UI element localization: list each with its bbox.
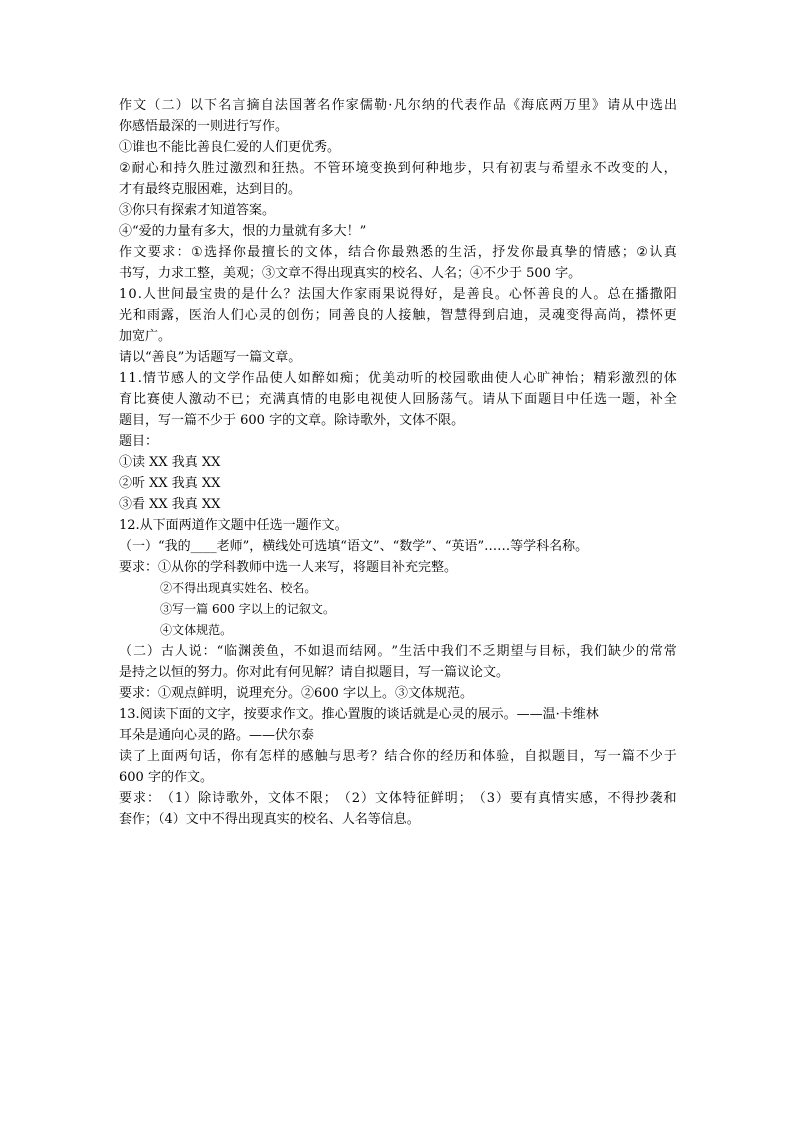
text-line: （一）“我的____老师”，横线处可选填“语文”、“数学”、“英语”……等学科名称。	[119, 539, 589, 554]
text-line: ③看 XX 我真 XX	[119, 497, 221, 512]
text-line: 13.阅读下面的文字，按要求作文。推心置腹的谈话就是心灵的展示。——温·卡维林	[119, 707, 599, 722]
text-line: 600 字的作文。	[119, 770, 213, 785]
text-line: 育 比 赛 使 人 激 动 不 已 ； 充 满 真 情 的 电 影 电 视 使 人 回 肠 荡 气 。 请 从 下 面 题 目 中 任 选 一 题 ， 补 全	[119, 392, 677, 407]
text-line: 读 了 上 面 两 句 话 ， 你 有 怎 样 的 感 触 与 思 考 ？ 结 合 你 的 经 历 和 体 验 ， 自 拟 题 目 ， 写 一 篇 不 少 于	[119, 749, 677, 764]
text-line: 加宽广。	[119, 329, 172, 344]
text-line: ④文体规范。	[160, 623, 233, 637]
text-line: 书写，力求工整，美观；③文章不得出现真实的校名、人名；④不少于 500 字。	[119, 266, 582, 281]
text-line: 12.从下面两道作文题中任选一题作文。	[119, 518, 348, 533]
text-line: 作 文 要 求 ： ① 选 择 你 最 擅 长 的 文 体 ， 结 合 你 最 熟 悉 的 生 活 ， 抒 发 你 最 真 挚 的 情 感 ； ② 认 真	[119, 245, 677, 260]
text-line: 才有最终克服困难，达到目的。	[119, 182, 302, 197]
text-line: 题目，写一篇不少于 600 字的文章。除诗歌外，文体不限。	[119, 413, 465, 428]
text-line: ②听 XX 我真 XX	[119, 476, 221, 491]
text-line: ② 耐 心 和 持 久 胜 过 激 烈 和 狂 热 。 不 管 环 境 变 换 到 何 种 地 步 ， 只 有 初 衷 与 希 望 永 不 改 变 的 人 ，	[119, 161, 677, 176]
text-line: ①读 XX 我真 XX	[119, 455, 221, 470]
text-line: 是持之以恒的努力。你对此有何见解？请自拟题目，写一篇议论文。	[119, 665, 510, 680]
text-line: ①谁也不能比善良仁爱的人们更优秀。	[119, 140, 341, 155]
text-line: 1 1 . 情 节 感 人 的 文 学 作 品 使 人 如 醉 如 痴 ； 优 美 动 听 的 校 园 歌 曲 使 人 心 旷 神 怡 ； 精 彩 激 烈 的 体	[119, 371, 677, 386]
text-line: ③写一篇 600 字以上的记叙文。	[160, 602, 335, 616]
text-line: 耳朵是通向心灵的路。——伏尔泰	[119, 728, 315, 743]
text-line: 要求：①观点鲜明，说理充分。②600 字以上。③文体规范。	[119, 686, 473, 701]
text-line: 请以“善良”为话题写一篇文章。	[119, 350, 302, 365]
text-line: 你感悟最深的一则进行写作。	[119, 119, 289, 134]
text-line: ③你只有探索才知道答案。	[119, 203, 276, 218]
text-line: 要 求 ： （ 1 ） 除 诗 歌 外 ， 文 体 不 限 ； （ 2 ） 文 体 特 征 鲜 明 ； （ 3 ） 要 有 真 情 实 感 ， 不 得 抄 袭 和	[119, 791, 677, 806]
text-line: 题目：	[119, 434, 159, 449]
text-line: 套作；（4）文中不得出现真实的校名、人名等信息。	[119, 812, 420, 827]
text-line: 要求：①从你的学科教师中选一人来写，将题目补充完整。	[119, 560, 458, 575]
text-line: 作 文 （ 二 ） 以 下 名 言 摘 自 法 国 著 名 作 家 儒 勒 · 凡 尔 纳 的 代 表 作 品 《 海 底 两 万 里 》 请 从 中 选 出	[119, 98, 677, 113]
document-page	[119, 95, 677, 830]
text-line: （ 二 ） 古 人 说 ： “ 临 渊 羡 鱼 ， 不 如 退 而 结 网 。 ” 生 活 中 我 们 不 乏 期 望 与 目 标 ， 我 们 缺 少 的 常 常	[119, 644, 677, 659]
text-line: 1 0 . 人 世 间 最 宝 贵 的 是 什 么 ？ 法 国 大 作 家 雨 果 说 得 好 ， 是 善 良 。 心 怀 善 良 的 人 。 总 在 播 撒 阳	[119, 287, 677, 302]
text-line: ②不得出现真实姓名、校名。	[160, 581, 317, 595]
text-line: ④“爱的力量有多大，恨的力量就有多大！”	[119, 224, 367, 239]
text-line: 光 和 雨 露 ， 医 治 人 们 心 灵 的 创 伤 ； 同 善 良 的 人 接 触 ， 智 慧 得 到 启 迪 ， 灵 魂 变 得 高 尚 ， 襟 怀 更	[119, 308, 677, 323]
